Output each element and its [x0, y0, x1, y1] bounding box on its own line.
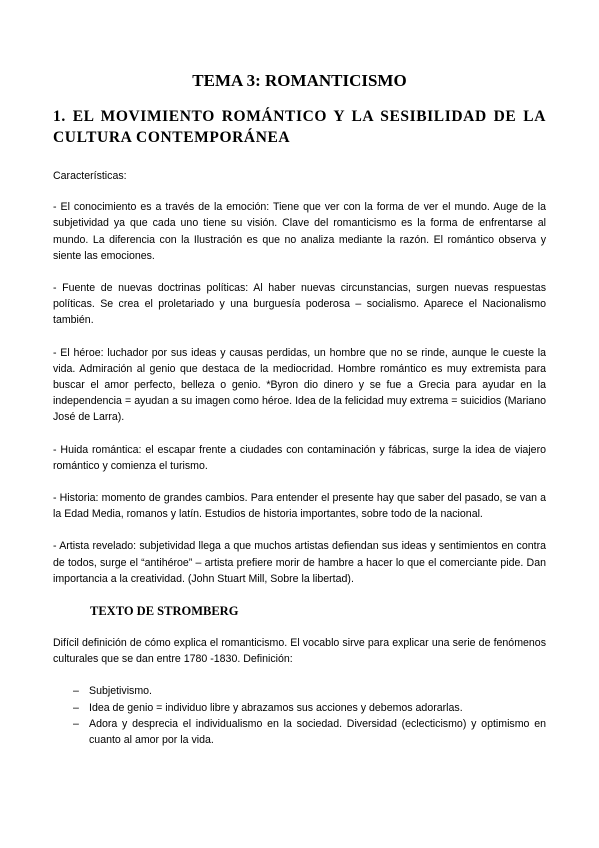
- dash-bullet: –: [73, 701, 79, 714]
- characteristics-label: Características:: [53, 170, 127, 182]
- paragraph-emocion: - El conocimiento es a través de la emoción: Tiene que ver con la forma de ver el mundo. Auge de la subjetividad ya que cada uno tiene su visión. Clave del romanticismo es la forma de enfrentarse al mundo. La diferencia con la Ilustración es que no analiza mediante la razón. El romántico observa y siente las emociones.: [53, 201, 546, 262]
- list-item-text: Subjetivismo.: [89, 685, 152, 698]
- paragraph-historia: - Historia: momento de grandes cambios. Para entender el presente hay que saber del pasado, se van a la Edad Media, romanos y latín. Estudios de historia importantes, sobre todo de la nacional.: [53, 492, 546, 521]
- paragraph-huida: - Huida romántica: el escapar frente a ciudades con contaminación y fábricas, surge la idea de viajero romántico y comienza el turismo.: [53, 443, 546, 472]
- section-heading: 1. EL MOVIMIENTO ROMÁNTICO Y LA SESIBILIDAD DE LA CULTURA CONTEMPORÁNEA: [53, 108, 546, 146]
- list-item: [53, 716, 546, 748]
- paragraph-artista: - Artista revelado: subjetividad llega a que muchos artistas defiendan sus ideas y sentimientos en contra de todos, surge el “antihéroe” – artista prefiere morir de hambre a hacer lo que el comerciante pide. Dan importancia a la creatividad. (John Stuart Mill, Sobre la libertad).: [53, 540, 546, 585]
- paragraph-politicas: - Fuente de nuevas doctrinas políticas: Al haber nuevas circunstancias, surgen nuevas respuestas políticas. Se crea el proletariado y una burguesía poderosa – socialismo. Aparece el Nacionalismo también.: [53, 282, 546, 327]
- stromberg-heading: TEXTO DE STROMBERG: [90, 604, 239, 619]
- dash-bullet: –: [73, 685, 79, 698]
- list-item-text: Adora y desprecia el individualismo en la sociedad. Diversidad (eclecticismo) y optimismo en cuanto al amor por la vida.: [89, 717, 546, 747]
- list-item: [53, 700, 546, 716]
- dash-bullet: –: [73, 717, 79, 730]
- list-item: [53, 683, 546, 699]
- paragraph-heroe: - El héroe: luchador por sus ideas y causas perdidas, un hombre que no se rinde, aunque le cueste la vida. Admiración al genio que destaca de la mediocridad. Hombre romántico es muy extremista para buscar el amor perfecto, belleza o genio. *Byron dio dinero y se fue a Grecia para ayudar en la independencia = ayudan a su imagen como héroe. Idea de la felicidad muy extrema = suicidios (Mariano José de Larra).: [53, 346, 546, 424]
- document-title: TEMA 3: ROMANTICISMO: [192, 71, 407, 90]
- stromberg-intro: Difícil definición de cómo explica el romanticismo. El vocablo sirve para explicar una serie de fenómenos culturales que se dan entre 1780 -1830. Definición:: [53, 637, 546, 666]
- list-item-text: Idea de genio = individuo libre y abrazamos sus acciones y debemos adorarlas.: [89, 701, 463, 714]
- definition-list: [53, 683, 546, 748]
